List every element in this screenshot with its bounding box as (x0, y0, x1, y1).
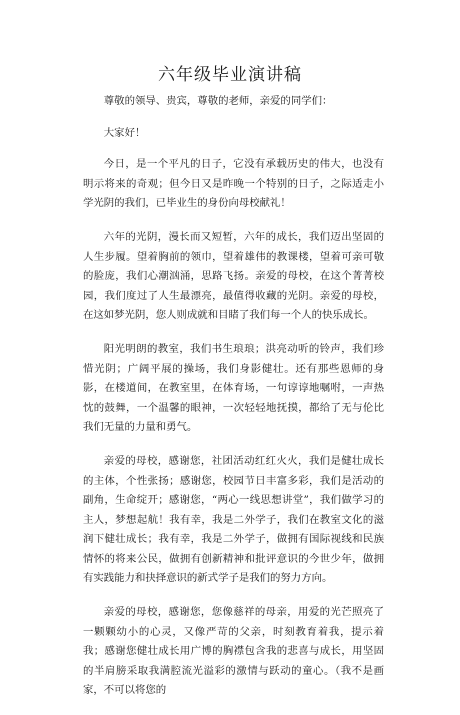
paragraph-3: 阳光明朗的教室，我们书生琅琅；洪亮动听的铃声，我们珍惜光阴；广阔平展的操场，我们身影健壮。还有那些恩师的身影，在楼道间，在教室里，在体育场，一句谆谆地嘱咐，一声热忱的鼓舞，一个温馨的眼神，一次轻轻地抚摸，都给了无与伦比我们无量的力量和勇气。 (83, 342, 384, 434)
paragraph-4: 亲爱的母校，感谢您，社团活动红红火火，我们是健壮成长的主体，个性张扬；感谢您，校园节日丰富多彩，我们是活动的副角，生命绽开；感谢您，“两心一线思想讲堂”，我们做学习的主人，梦想起航！我有幸，我是二外学子，我们在教室文化的滋润下健壮成长；我有幸，我是二外学子，做拥有国际视线和民族情怀的将来公民，做拥有创新精神和批评意识的今世少年，做拥有实践能力和抉择意识的新式学子是我们的努力方向。 (83, 454, 384, 585)
paragraph-2: 六年的光阴，漫长而又短暂，六年的成长，我们迈出坚固的人生步履。望着胸前的领巾，望着雄伟的教课楼，望着可亲可敬的脸庞，我们心潮汹涌，思路飞扬。亲爱的母校，在这个菁菁校园，我们度过了人生最漂亮，最值得收藏的光阴。亲爱的母校，在这如梦光阴，您人则成就和目睹了我们每一个人的快乐成长。 (83, 230, 384, 322)
document-title: 六年级毕业演讲稿 (158, 65, 302, 85)
greeting: 大家好！ (103, 126, 146, 139)
paragraph-1: 今日，是一个平凡的日子，它没有承载历史的伟大，也没有明示将来的奇观；但今日又是昨晚一个特别的日子，之际适走小学光阴的我们，已毕业生的身份向母校献礼！ (83, 158, 384, 210)
paragraph-5: 亲爱的母校，感谢您，您像慈祥的母亲，用爱的光芒照亮了一颗颗幼小的心灵，又像严苛的父亲，时刻教育着我，提示着我；感谢您健壮成长用广博的胸襟包含我的悲喜与成长，用坚固的半肩膀采取我满腔流光溢彩的激情与跃动的童心。（我不是画家，不可以将您的 (83, 606, 384, 697)
speech-body (83, 92, 384, 715)
salutation: 尊敬的领导、贵宾，尊敬的老师，亲爱的同学们： (103, 95, 333, 107)
